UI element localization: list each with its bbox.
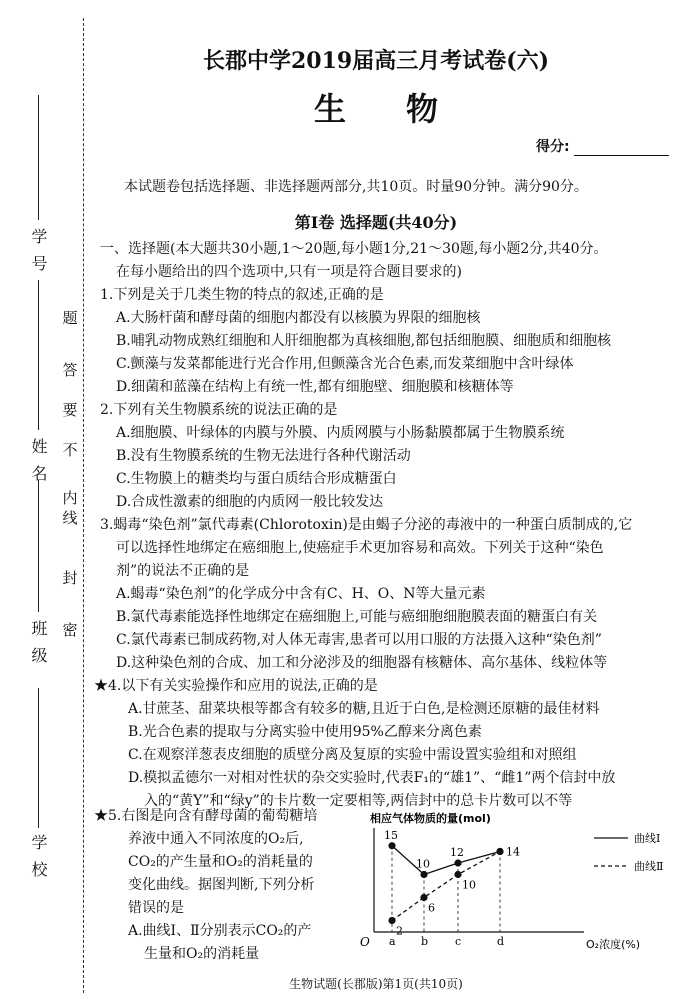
- option: B.光合色素的提取与分离实验中使用95%乙醇来分离色素: [128, 724, 482, 740]
- question-5: [94, 805, 360, 966]
- question-stem: 1.下列是关于几类生物的特点的叙述,正确的是: [100, 287, 384, 303]
- option: C.生物膜上的糖类均与蛋白质结合形成糖蛋白: [116, 471, 397, 487]
- class-blank: [38, 480, 39, 612]
- option: D.这种染色剂的合成、加工和分泌涉及的细胞器有核糖体、高尔基体、线粒体等: [116, 655, 608, 671]
- chart-marks: [384, 829, 520, 948]
- section-title: 第Ⅰ卷 选择题(共40分): [294, 213, 458, 232]
- chart-xlabel: O₂浓度(%): [586, 938, 641, 950]
- question-stem: 3.蝎毒“染色剂”氯代毒素(Chlorotoxin)是由蝎子分泌的毒液中的一种蛋白质制成的,它: [100, 517, 633, 533]
- gas-curve-chart: [354, 810, 684, 950]
- name-label: 姓 名: [29, 438, 48, 485]
- question-stem: 剂”的说法不正确的是: [116, 563, 250, 579]
- binding-strip: [0, 0, 96, 1008]
- option: A.曲线Ⅰ、Ⅱ分别表示CO₂的产: [128, 923, 312, 939]
- x-tick-label: c: [455, 935, 462, 948]
- option: D.模拟孟德尔一对相对性状的杂交实验时,代表F₁的“雄1”、“雌1”两个信封中放: [128, 770, 616, 786]
- option: A.甘蔗茎、甜菜块根等都含有较多的糖,且近于白色,是检测还原糖的最佳材料: [128, 701, 600, 717]
- question-stem: ★4.以下有关实验操作和应用的说法,正确的是: [94, 678, 378, 694]
- option: A.细胞膜、叶绿体的内膜与外膜、内质网膜与小肠黏膜都属于生物膜系统: [116, 425, 565, 441]
- data-point: [420, 871, 427, 878]
- binding-dashed-line: [83, 18, 84, 993]
- data-label: 2: [396, 924, 403, 938]
- school-blank: [38, 688, 39, 828]
- data-point: [496, 848, 503, 855]
- x-tick-label: d: [497, 935, 505, 948]
- warning-char: 线: [62, 509, 78, 527]
- subject-title: 生物: [313, 90, 498, 128]
- question-list: [94, 238, 684, 813]
- option: C.氯代毒素已制成药物,对人体无毒害,患者可以用口服的方法摄入这种“染色剂”: [116, 632, 602, 648]
- data-point: [454, 859, 461, 866]
- option: C.在观察洋葱表皮细胞的质壁分离及复原的实验中需设置实验组和对照组: [128, 747, 577, 763]
- warning-char: 内: [62, 489, 78, 507]
- option: A.蝎毒“染色剂”的化学成分中含有C、H、O、N等大量元素: [116, 586, 486, 602]
- legend-label: 曲线Ⅱ: [634, 860, 664, 873]
- question-stem: CO₂的产生量和O₂的消耗量的: [128, 854, 313, 870]
- number-blank: [38, 95, 39, 220]
- school-label: 学 校: [29, 834, 48, 881]
- number-label: 学 号: [29, 228, 48, 275]
- question-stem: 2.下列有关生物膜系统的说法正确的是: [100, 402, 338, 418]
- page-footer: 生物试题(长郡版)第1页(共10页): [289, 977, 463, 991]
- warning-char: 答: [62, 361, 78, 379]
- option: B.没有生物膜系统的生物无法进行各种代谢活动: [116, 448, 411, 464]
- series-line: [392, 852, 500, 921]
- chart-legend: [594, 831, 663, 873]
- instructions-line: 在每小题给出的四个选项中,只有一项是符合题目要求的): [116, 264, 462, 280]
- warning-char: 封: [62, 569, 78, 587]
- data-point: [454, 871, 461, 878]
- chart-ylabel: 相应气体物质的量(mol): [370, 812, 491, 825]
- question-stem: 可以选择性地绑定在癌细胞上,使癌症手术更加容易和高效。下列关于这种“染色: [116, 540, 604, 556]
- score-field: [536, 136, 669, 156]
- question-stem: 养液中通入不同浓度的O₂后,: [128, 831, 304, 847]
- exam-intro: 本试题卷包括选择题、非选择题两部分,共10页。时量90分钟。满分90分。: [124, 179, 588, 195]
- exam-title: 长郡中学2019届高三月考试卷(六): [202, 48, 550, 74]
- warning-char: 题: [62, 309, 78, 327]
- question-stem: ★5.右图是向含有酵母菌的葡萄糖培: [94, 808, 318, 824]
- data-label: 15: [384, 828, 398, 842]
- data-label: 10: [416, 857, 430, 871]
- series-line: [392, 846, 500, 875]
- warning-char: 要: [62, 401, 78, 419]
- question-stem: 错误的是: [128, 900, 184, 916]
- chart-origin: O: [360, 935, 370, 949]
- warning-char: 不: [62, 441, 78, 459]
- data-point: [420, 894, 427, 901]
- option: D.合成性激素的细胞的内质网一般比较发达: [116, 494, 384, 510]
- name-blank: [38, 280, 39, 430]
- instructions-line: 一、选择题(本大题共30小题,1～20题,每小题1分,21～30题,每小题2分,共40分。: [100, 241, 608, 257]
- legend-label: 曲线Ⅰ: [634, 832, 661, 845]
- score-label: 得分:: [536, 139, 570, 155]
- option: C.颤藻与发菜都能进行光合作用,但颤藻含光合色素,而发菜细胞中含叶绿体: [116, 356, 574, 372]
- data-label: 14: [506, 845, 520, 859]
- warning-char: 密: [62, 621, 78, 639]
- data-point: [388, 917, 395, 924]
- data-point: [388, 842, 395, 849]
- x-tick-label: b: [421, 935, 429, 948]
- data-label: 6: [428, 901, 435, 915]
- data-label: 10: [462, 878, 476, 892]
- data-label: 12: [450, 846, 464, 859]
- option: B.哺乳动物成熟红细胞和人肝细胞都为真核细胞,都包括细胞膜、细胞质和细胞核: [116, 333, 612, 349]
- option: 生量和O₂的消耗量: [144, 946, 260, 962]
- option: D.细菌和蓝藻在结构上有统一性,都有细胞壁、细胞膜和核糖体等: [116, 379, 514, 395]
- class-label: 班 级: [29, 620, 48, 667]
- option: B.氯代毒素能选择性地绑定在癌细胞上,可能与癌细胞细胞膜表面的糖蛋白有关: [116, 609, 598, 625]
- x-tick-label: a: [389, 935, 396, 948]
- score-blank: [574, 141, 669, 156]
- question-stem: 变化曲线。据图判断,下列分析: [128, 877, 315, 893]
- option: 入的“黄Y”和“绿y”的卡片数一定要相等,两信封中的总卡片数可以不等: [144, 793, 573, 809]
- option: A.大肠杆菌和酵母菌的细胞内都没有以核膜为界限的细胞核: [116, 310, 481, 326]
